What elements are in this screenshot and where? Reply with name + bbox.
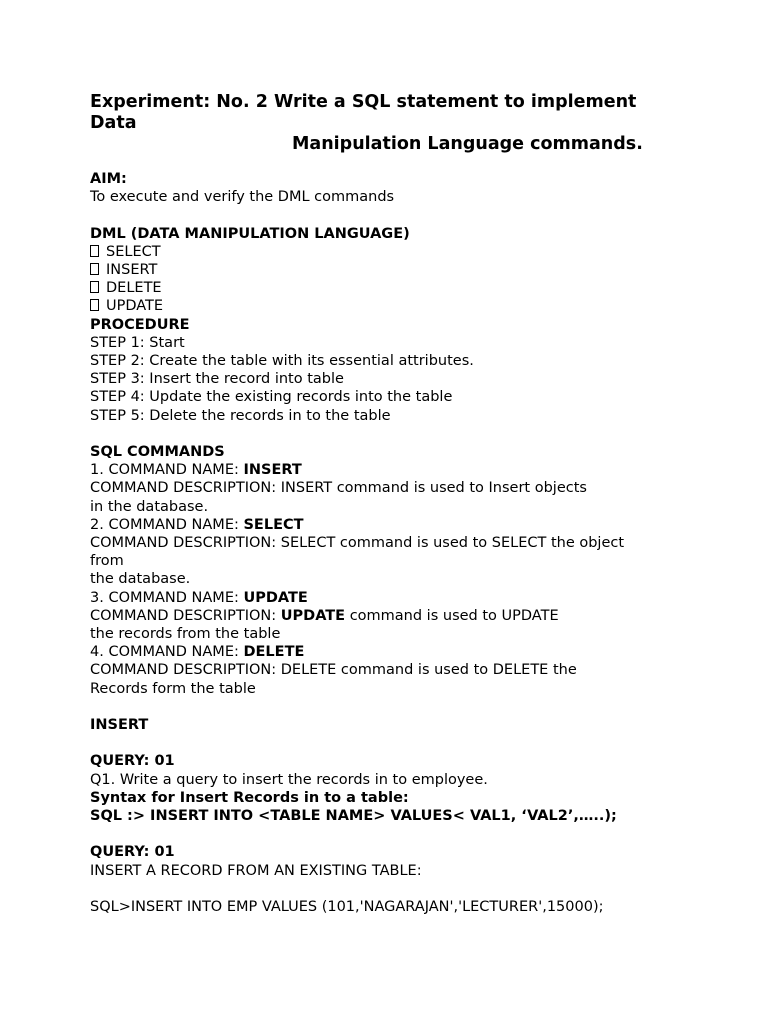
blank-line [90, 206, 670, 224]
procedure-heading: PROCEDURE [90, 316, 190, 333]
syntax-heading: Syntax for Insert Records in to a table: [90, 789, 409, 806]
query-heading: QUERY: 01 [90, 753, 175, 770]
dml-item: SELECT [90, 243, 670, 261]
blank-line [90, 734, 670, 752]
title-line-2: Manipulation Language commands. [292, 134, 643, 154]
blank-line [90, 825, 670, 843]
command-name-select: 2. COMMAND NAME: SELECT [90, 516, 304, 533]
blank-line [90, 698, 670, 716]
sql-commands-heading: SQL COMMANDS [90, 444, 225, 461]
aim-text: To execute and verify the DML commands [90, 189, 395, 206]
blank-line [90, 425, 670, 443]
command-desc: from [90, 553, 124, 570]
bullet-icon [90, 261, 106, 279]
sql-statement: SQL>INSERT INTO EMP VALUES (101,'NAGARAJAN','LECTURER',15000); [90, 899, 604, 916]
dml-item: DELETE [90, 279, 670, 297]
procedure-step: STEP 2: Create the table with its essential attributes. [90, 353, 474, 370]
query-text: INSERT A RECORD FROM AN EXISTING TABLE: [90, 862, 422, 879]
command-desc: the records from the table [90, 626, 281, 643]
dml-item: UPDATE [90, 297, 670, 315]
command-desc: COMMAND DESCRIPTION: UPDATE command is used to UPDATE [90, 607, 559, 624]
command-desc: in the database. [90, 498, 209, 515]
dml-heading: DML (DATA MANIPULATION LANGUAGE) [90, 225, 410, 242]
bullet-icon [90, 297, 106, 315]
bullet-icon [90, 279, 106, 297]
blank-line [90, 880, 670, 898]
command-desc: COMMAND DESCRIPTION: INSERT command is used to Insert objects [90, 480, 587, 497]
query-text: Q1. Write a query to insert the records in to employee. [90, 771, 488, 788]
dml-item: INSERT [90, 261, 670, 279]
title-line-1: Experiment: No. 2 Write a SQL statement to implement Data [90, 92, 637, 133]
aim-heading: AIM: [90, 171, 127, 187]
command-desc: the database. [90, 571, 191, 588]
command-desc: COMMAND DESCRIPTION: SELECT command is used to SELECT the object [90, 535, 625, 552]
command-desc: COMMAND DESCRIPTION: DELETE command is used to DELETE the [90, 662, 577, 679]
command-desc: Records form the table [90, 680, 256, 697]
command-name-insert: 1. COMMAND NAME: INSERT [90, 462, 302, 479]
command-name-delete: 4. COMMAND NAME: DELETE [90, 644, 305, 661]
command-name-update: 3. COMMAND NAME: UPDATE [90, 589, 308, 606]
procedure-step: STEP 5: Delete the records in to the table [90, 407, 391, 424]
query-heading: QUERY: 01 [90, 844, 175, 861]
insert-heading: INSERT [90, 717, 149, 734]
procedure-step: STEP 3: Insert the record into table [90, 371, 344, 388]
procedure-step: STEP 4: Update the existing records into the table [90, 389, 453, 406]
experiment-title [90, 92, 660, 155]
bullet-icon [90, 243, 106, 261]
syntax-statement: SQL :> INSERT INTO <TABLE NAME> VALUES< VAL1, ‘VAL2’,…..); [90, 808, 617, 825]
procedure-step: STEP 1: Start [90, 334, 185, 351]
document-body [90, 170, 670, 916]
